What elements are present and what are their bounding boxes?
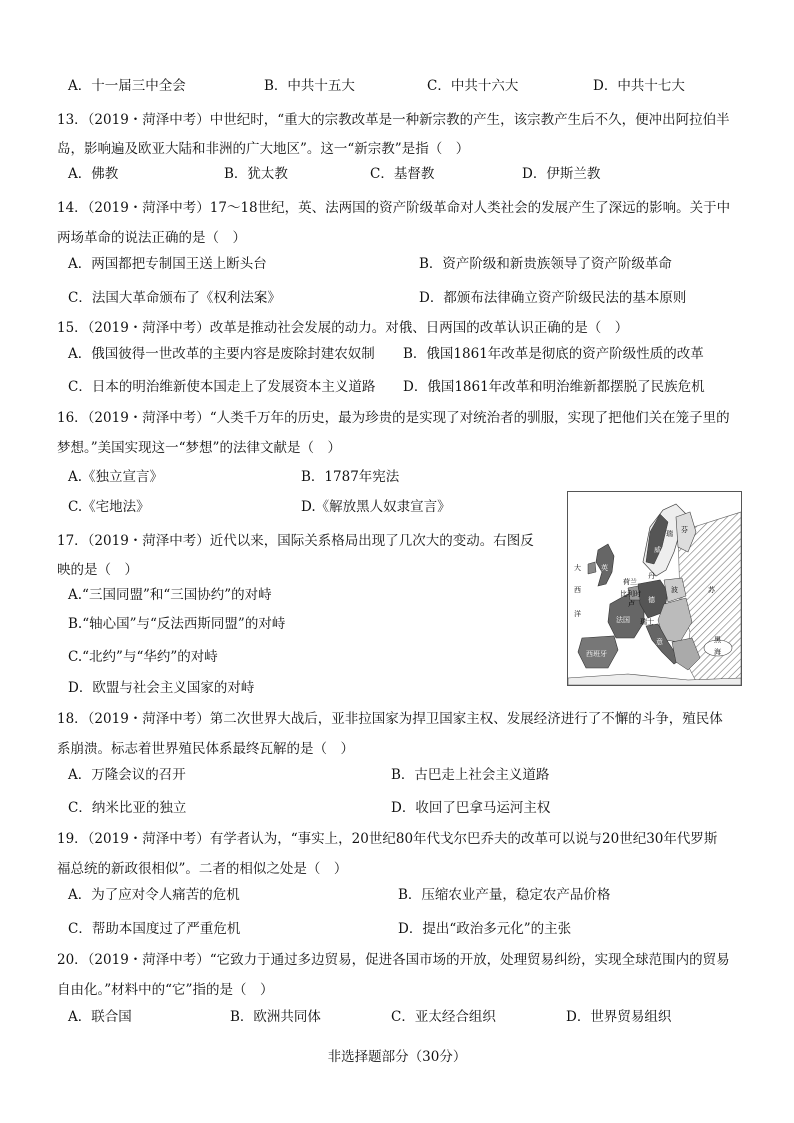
q12-option-a: A．十一届三中全会 xyxy=(68,78,186,94)
q13-stem-line2: 岛，影响遍及欧亚大陆和非洲的广大地区”。这一“新宗教”是指（ ） xyxy=(57,141,470,157)
q20-stem-line1: 20．（2019・菏泽中考）“它致力于通过多边贸易，促进各国市场的开放，处理贸易纠纷，实现全球范围内的贸易 xyxy=(57,952,730,968)
map-label-germany: 德 xyxy=(648,596,655,604)
q20-stem-line2: 自由化。”材料中的“它”指的是（ ） xyxy=(57,982,274,998)
q15-option-b: B．俄国1861年改革是彻底的资产阶级性质的改革 xyxy=(403,346,704,362)
q12-option-d: D．中共十七大 xyxy=(593,78,685,94)
europe-map xyxy=(567,491,742,686)
q17-option-a: A.“三国同盟”和“三国协约”的对峙 xyxy=(68,587,272,603)
map-label-poland: 波 xyxy=(671,586,678,594)
q19-stem-line2: 福总统的新政很相似”。二者的相似之处是（ ） xyxy=(57,861,348,877)
q17-option-c: C.“北约”与“华约”的对峙 xyxy=(68,649,218,665)
map-label-italy: 意 xyxy=(656,638,663,646)
map-label-black-1: 黑 xyxy=(714,636,721,644)
map-label-atlantic-3: 洋 xyxy=(574,610,581,618)
q19-option-b: B．压缩农业产量，稳定农产品价格 xyxy=(398,887,611,903)
q15-option-a: A．俄国彼得一世改革的主要内容是废除封建农奴制 xyxy=(68,346,375,362)
q14-stem-line2: 两场革命的说法正确的是（ ） xyxy=(57,230,246,246)
q13-option-b: B．犹太教 xyxy=(224,166,288,182)
q19-stem-line1: 19．（2019・菏泽中考）有学者认为，“事实上，20世纪80年代戈尔巴乔夫的改革可以说与20世纪30年代罗斯 xyxy=(57,831,718,847)
q14-stem-line1: 14．（2019・菏泽中考）17～18世纪，英、法两国的资产阶级革命对人类社会的发展产生了深远的影响。关于中 xyxy=(57,200,731,216)
q19-option-c: C．帮助本国度过了严重危机 xyxy=(68,921,241,937)
q15-stem-line1: 15．（2019・菏泽中考）改革是推动社会发展的动力。对俄、日两国的改革认识正确的是（ ） xyxy=(57,320,629,336)
q19-option-a: A．为了应对令人痛苦的危机 xyxy=(68,887,240,903)
q12-option-c: C．中共十六大 xyxy=(427,78,519,94)
q16-option-c: C.《宅地法》 xyxy=(68,499,150,515)
q13-option-d: D．伊斯兰教 xyxy=(522,166,601,182)
q18-option-a: A．万隆会议的召开 xyxy=(68,767,186,783)
map-label-denmark: 丹 xyxy=(648,572,655,580)
q13-stem-line1: 13．（2019・菏泽中考）中世纪时，“重大的宗教改革是一种新宗教的产生，该宗教产生后不久，便冲出阿拉伯半 xyxy=(57,112,730,128)
q16-stem-line2: 梦想。”美国实现这一“梦想”的法律文献是（ ） xyxy=(57,440,341,456)
q12-option-b: B．中共十五大 xyxy=(264,78,355,94)
q15-option-d: D．俄国1861年改革和明治维新都摆脱了民族危机 xyxy=(403,379,705,395)
q17-stem-line1: 17．（2019・菏泽中考）近代以来，国际关系格局出现了几次大的变动。右图反 xyxy=(57,533,534,549)
map-label-britain: 英 xyxy=(601,564,608,572)
map-label-norway: 威 xyxy=(654,546,661,554)
q14-option-b: B．资产阶级和新贵族领导了资产阶级革命 xyxy=(419,256,672,272)
q18-stem-line2: 系崩溃。标志着世界殖民体系最终瓦解的是（ ） xyxy=(57,741,354,757)
map-label-netherlands: 荷兰 xyxy=(623,578,637,586)
map-label-atlantic-2: 西 xyxy=(574,586,581,594)
q13-option-a: A．佛教 xyxy=(68,166,119,182)
q20-option-b: B．欧洲共同体 xyxy=(230,1009,321,1025)
q13-option-c: C．基督教 xyxy=(370,166,435,182)
q17-option-b: B.“轴心国”与“反法西斯同盟”的对峙 xyxy=(68,616,286,632)
q15-option-c: C．日本的明治维新使本国走上了发展资本主义道路 xyxy=(68,379,376,395)
q14-option-a: A．两国都把专制国王送上断头台 xyxy=(68,256,267,272)
map-label-france: 法国 xyxy=(616,616,630,624)
q18-stem-line1: 18．（2019・菏泽中考）第二次世界大战后，亚非拉国家为捍卫国家主权、发展经济进行了不懈的斗争，殖民体 xyxy=(57,711,723,727)
q16-option-d: D.《解放黑人奴隶宣言》 xyxy=(301,499,451,515)
q17-option-d: D．欧盟与社会主义国家的对峙 xyxy=(68,680,255,696)
q14-option-c: C．法国大革命颁布了《权利法案》 xyxy=(68,290,281,306)
map-label-luxembourg: 卢 xyxy=(628,600,635,608)
map-label-atlantic-1: 大 xyxy=(574,564,581,572)
map-label-finland: 芬 xyxy=(681,526,688,534)
map-label-soviet: 苏 xyxy=(708,586,715,594)
q14-option-d: D．都颁布法律确立资产阶级民法的基本原则 xyxy=(419,290,687,306)
q20-option-c: C．亚太经合组织 xyxy=(391,1009,496,1025)
q17-stem-line2: 映的是（ ） xyxy=(57,562,138,578)
q18-option-b: B．古巴走上社会主义道路 xyxy=(391,767,550,783)
q20-option-d: D．世界贸易组织 xyxy=(566,1009,672,1025)
q18-option-c: C．纳米比亚的独立 xyxy=(68,800,187,816)
section-heading-non-choice: 非选择题部分（30分） xyxy=(327,1049,467,1065)
q18-option-d: D．收回了巴拿马运河主权 xyxy=(391,800,551,816)
q19-option-d: D．提出“政治多元化”的主张 xyxy=(398,921,572,937)
map-label-black-2: 海 xyxy=(714,648,721,656)
map-label-switzerland: 瑞士 xyxy=(640,618,654,626)
map-label-sweden: 瑞 xyxy=(666,530,673,538)
q16-option-b: B．1787年宪法 xyxy=(301,469,400,485)
map-label-spain: 西班牙 xyxy=(586,650,607,658)
q16-option-a: A.《独立宣言》 xyxy=(68,469,164,485)
map-label-belgium: 比利时 xyxy=(620,590,641,598)
q16-stem-line1: 16．（2019・菏泽中考）“人类千万年的历史，最为珍贵的是实现了对统治者的驯服，实现了把他们关在笼子里的 xyxy=(57,410,730,426)
q20-option-a: A．联合国 xyxy=(68,1009,132,1025)
